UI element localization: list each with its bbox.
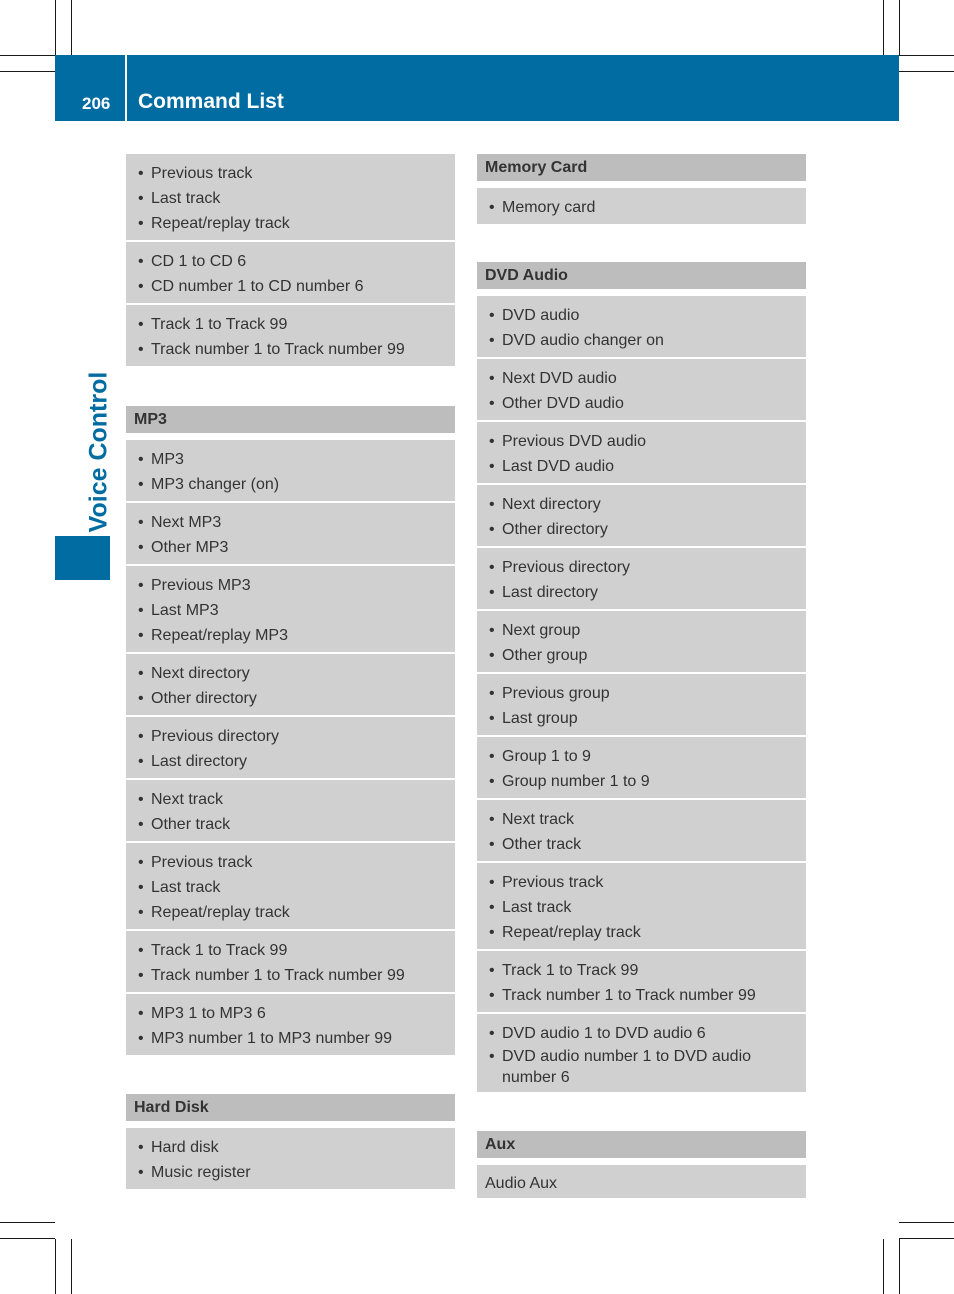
crop-mark xyxy=(0,1222,55,1223)
command-group xyxy=(477,548,806,611)
command-item: • Next directory xyxy=(489,492,796,517)
command-group xyxy=(126,931,455,994)
crop-mark xyxy=(0,71,55,72)
page-title: Command List xyxy=(138,90,284,113)
crop-mark xyxy=(883,1239,884,1294)
command-group xyxy=(126,843,455,931)
crop-mark xyxy=(899,1239,900,1294)
command-group xyxy=(477,1014,806,1092)
command-item: • Other track xyxy=(489,832,796,857)
command-group xyxy=(477,188,806,224)
command-group xyxy=(477,737,806,800)
command-item: • DVD audio changer on xyxy=(489,328,796,353)
command-item: • Other group xyxy=(489,643,796,668)
command-group xyxy=(126,305,455,366)
command-item: • Repeat/replay track xyxy=(138,900,445,925)
command-item: • CD 1 to CD 6 xyxy=(138,249,445,274)
command-item: • Last track xyxy=(138,186,445,211)
command-item: • Memory card xyxy=(489,195,796,220)
command-group xyxy=(477,951,806,1014)
crop-mark xyxy=(899,55,954,56)
command-item: • MP3 1 to MP3 6 xyxy=(138,1001,445,1026)
section-heading-aux: Aux xyxy=(477,1131,806,1158)
command-group xyxy=(126,654,455,717)
command-item: • Next MP3 xyxy=(138,510,445,535)
command-group xyxy=(126,994,455,1055)
command-item: • DVD audio number 1 to DVD audio number 6 xyxy=(489,1046,796,1088)
command-group xyxy=(126,717,455,780)
command-item: • Repeat/replay track xyxy=(138,211,445,236)
section-heading-hard-disk: Hard Disk xyxy=(126,1094,455,1121)
command-item: • Last DVD audio xyxy=(489,454,796,479)
command-item: • Last directory xyxy=(489,580,796,605)
side-tab-label: Voice Control xyxy=(84,371,113,533)
memory-card-list xyxy=(477,188,806,224)
crop-mark xyxy=(71,0,72,55)
command-group xyxy=(477,296,806,359)
crop-mark xyxy=(899,1238,954,1239)
left-column xyxy=(126,154,455,1189)
command-item: • Last track xyxy=(489,895,796,920)
command-item: • Previous group xyxy=(489,681,796,706)
command-item: • Previous MP3 xyxy=(138,573,445,598)
command-item: • Track 1 to Track 99 xyxy=(138,312,445,337)
command-group xyxy=(126,242,455,305)
crop-mark xyxy=(55,1239,56,1294)
section-heading-memory-card: Memory Card xyxy=(477,154,806,181)
command-item: • Next track xyxy=(489,807,796,832)
command-item: • Track 1 to Track 99 xyxy=(138,938,445,963)
crop-mark xyxy=(0,1238,55,1239)
command-group xyxy=(477,800,806,863)
page-number: 206 xyxy=(82,94,111,113)
command-item: • Previous directory xyxy=(138,724,445,749)
command-group xyxy=(477,359,806,422)
command-item: • Last MP3 xyxy=(138,598,445,623)
continued-list xyxy=(126,154,455,366)
command-item: • Repeat/replay MP3 xyxy=(138,623,445,648)
command-item: • Other DVD audio xyxy=(489,391,796,416)
command-group xyxy=(477,611,806,674)
command-item: • Hard disk xyxy=(138,1135,445,1160)
dvd-audio-list xyxy=(477,296,806,1092)
command-item: • Next DVD audio xyxy=(489,366,796,391)
command-item: • DVD audio 1 to DVD audio 6 xyxy=(489,1021,796,1046)
command-group xyxy=(477,485,806,548)
command-item: • MP3 xyxy=(138,447,445,472)
command-item: • Track number 1 to Track number 99 xyxy=(489,983,796,1008)
command-item: • DVD audio xyxy=(489,303,796,328)
command-item: • Last directory xyxy=(138,749,445,774)
command-item: • Group 1 to 9 xyxy=(489,744,796,769)
hard-disk-list xyxy=(126,1128,455,1189)
command-group xyxy=(126,154,455,242)
command-item: • Next track xyxy=(138,787,445,812)
crop-mark xyxy=(0,55,55,56)
command-group xyxy=(126,503,455,566)
command-item: • Other directory xyxy=(489,517,796,542)
command-group xyxy=(477,422,806,485)
command-group xyxy=(477,674,806,737)
crop-mark xyxy=(899,1222,954,1223)
section-heading-dvd-audio: DVD Audio xyxy=(477,262,806,289)
command-item: • Track 1 to Track 99 xyxy=(489,958,796,983)
header-divider xyxy=(125,55,127,121)
command-item: • Next group xyxy=(489,618,796,643)
mp3-list xyxy=(126,440,455,1055)
command-item: • Other directory xyxy=(138,686,445,711)
crop-mark xyxy=(899,71,954,72)
crop-mark xyxy=(55,0,56,55)
command-item: • Track number 1 to Track number 99 xyxy=(138,337,445,362)
command-item: • Previous directory xyxy=(489,555,796,580)
command-group xyxy=(126,780,455,843)
side-tab-marker xyxy=(55,536,110,580)
command-group xyxy=(126,566,455,654)
section-heading-mp3: MP3 xyxy=(126,406,455,433)
command-group xyxy=(126,1128,455,1189)
command-item: • Previous DVD audio xyxy=(489,429,796,454)
command-item: • MP3 changer (on) xyxy=(138,472,445,497)
command-item: • Other track xyxy=(138,812,445,837)
command-item: • Last group xyxy=(489,706,796,731)
command-item: • Previous track xyxy=(138,161,445,186)
crop-mark xyxy=(883,0,884,55)
command-group xyxy=(126,440,455,503)
command-item: • Group number 1 to 9 xyxy=(489,769,796,794)
command-item: • Previous track xyxy=(138,850,445,875)
command-item: • Repeat/replay track xyxy=(489,920,796,945)
command-item: • Next directory xyxy=(138,661,445,686)
command-item: • Music register xyxy=(138,1160,445,1185)
right-column xyxy=(477,154,806,1198)
aux-entry: Audio Aux xyxy=(477,1165,806,1198)
crop-mark xyxy=(899,0,900,55)
command-item: • CD number 1 to CD number 6 xyxy=(138,274,445,299)
command-item: • MP3 number 1 to MP3 number 99 xyxy=(138,1026,445,1051)
command-item: • Previous track xyxy=(489,870,796,895)
command-group xyxy=(477,863,806,951)
crop-mark xyxy=(71,1239,72,1294)
command-item: • Last track xyxy=(138,875,445,900)
command-item: • Track number 1 to Track number 99 xyxy=(138,963,445,988)
command-item: • Other MP3 xyxy=(138,535,445,560)
